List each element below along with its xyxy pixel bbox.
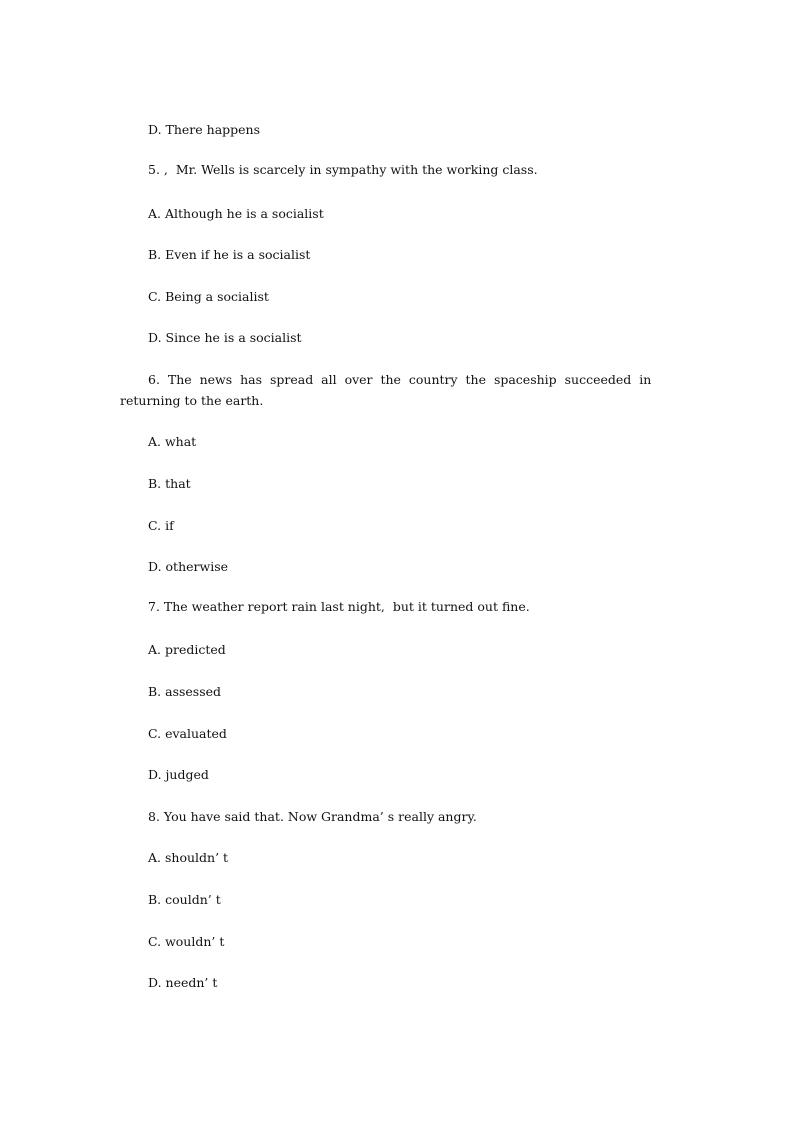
q6-option-d: D. otherwise [148,559,229,574]
q7-option-b: B. assessed [148,684,222,699]
q7-option-c: C. evaluated [148,726,227,741]
q5-option-c: C. Being a socialist [148,289,269,304]
q5-option-d: D. Since he is a socialist [148,330,302,345]
q6-question-stem-line-2: returning to the earth. [120,393,264,408]
q4-option-d: D. There happens [148,122,261,137]
q8-option-d: D. needn’ t [148,975,218,990]
q7-question-stem: 7. The weather report rain last night, but it turned out fine. [148,599,530,614]
q8-question-stem: 8. You have said that. Now Grandma’ s really angry. [148,809,477,824]
q6-question-stem-line-1: 6. The news has spread all over the country the spaceship succeeded in [148,372,652,387]
q5-question-stem: 5. , Mr. Wells is scarcely in sympathy with the working class. [148,162,538,177]
q6-option-a: A. what [148,434,197,449]
q8-option-b: B. couldn’ t [148,892,221,907]
q5-option-b: B. Even if he is a socialist [148,247,311,262]
q5-option-a: A. Although he is a socialist [148,206,324,221]
q7-option-a: A. predicted [148,642,226,657]
q8-option-a: A. shouldn’ t [148,850,229,865]
q7-option-d: D. judged [148,767,209,782]
q6-option-c: C. if [148,518,174,533]
q6-option-b: B. that [148,476,191,491]
q8-option-c: C. wouldn’ t [148,934,225,949]
